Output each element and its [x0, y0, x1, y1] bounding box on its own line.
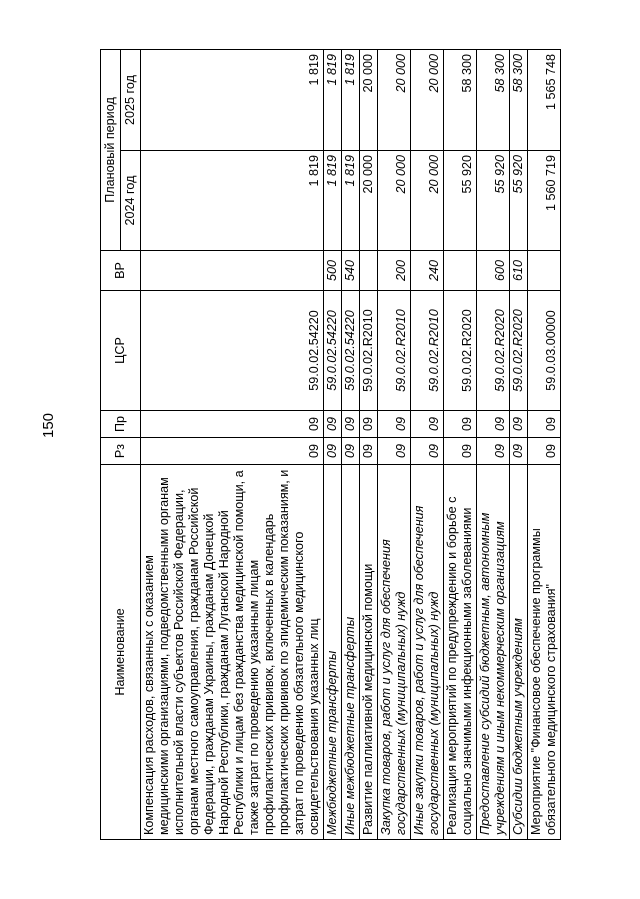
row-csr: 59.0.02.54220	[141, 291, 324, 411]
table-row	[528, 49, 561, 839]
row-vr: 500	[324, 251, 342, 291]
row-pr: 09	[141, 411, 324, 438]
row-2024: 20 000	[411, 151, 444, 251]
row-vr	[528, 251, 561, 291]
col-header-2024: 2024 год	[121, 151, 141, 251]
row-vr: 240	[411, 251, 444, 291]
row-2025: 20 000	[411, 49, 444, 150]
row-2024: 1 560 719	[528, 151, 561, 251]
row-2025: 1 819	[141, 49, 324, 150]
row-2025: 20 000	[360, 49, 378, 150]
row-rz: 09	[378, 438, 411, 465]
row-2025: 58 300	[477, 49, 510, 150]
row-csr: 59.0.02.54220	[324, 291, 342, 411]
row-rz: 09	[141, 438, 324, 465]
row-csr: 59.0.02.R2010	[411, 291, 444, 411]
row-2025: 1 819	[342, 49, 360, 150]
row-name: Компенсация расходов, связанных с оказанием медицинскими организациями, подведомственными органам исполнительной власти субъектов Российской Федерации, органам местного самоуправления, гражданам Российской Федерации, гражданам Украины, гражданам Донецкой Народной Республики, гражданам Луганской Народной Республики и лицам без гражданства медицинской помощи, а также затрат по проведению указанным лицам профилактических прививок, включенных в календарь профилактических прививок по эпидемическим показаниям, и затрат по проведению обязательного медицинского освидетельствования указанных лиц	[141, 465, 324, 840]
row-rz: 09	[360, 438, 378, 465]
row-2024: 20 000	[378, 151, 411, 251]
row-name: Иные межбюджетные трансферты	[342, 465, 360, 840]
row-2025: 58 300	[510, 49, 528, 150]
table-row	[411, 49, 444, 839]
row-name: Развитие паллиативной медицинской помощи	[360, 465, 378, 840]
row-2025: 20 000	[378, 49, 411, 150]
row-vr	[360, 251, 378, 291]
row-pr: 09	[444, 411, 477, 438]
row-name: Субсидии бюджетным учреждениям	[510, 465, 528, 840]
row-2024: 55 920	[444, 151, 477, 251]
col-header-plan-period: Плановый период	[101, 49, 121, 250]
row-vr: 540	[342, 251, 360, 291]
col-header-rz: Рз	[101, 438, 141, 465]
row-pr: 09	[477, 411, 510, 438]
row-pr: 09	[411, 411, 444, 438]
row-name: Предоставление субсидий бюджетным, автономным учреждениям и иным некоммерческим организациям	[477, 465, 510, 840]
table-row	[510, 49, 528, 839]
row-pr: 09	[360, 411, 378, 438]
row-csr: 59.0.02.R2020	[510, 291, 528, 411]
row-pr: 09	[510, 411, 528, 438]
row-rz: 09	[444, 438, 477, 465]
row-pr: 09	[378, 411, 411, 438]
row-2024: 55 920	[510, 151, 528, 251]
row-csr: 59.0.02.54220	[342, 291, 360, 411]
row-2024: 1 819	[342, 151, 360, 251]
row-pr: 09	[342, 411, 360, 438]
row-2025: 58 300	[444, 49, 477, 150]
table-row	[477, 49, 510, 839]
table-row	[444, 49, 477, 839]
budget-table	[100, 49, 561, 840]
row-2025: 1 819	[324, 49, 342, 150]
col-header-2025: 2025 год	[121, 49, 141, 150]
table-row	[342, 49, 360, 839]
col-header-pr: Пр	[101, 411, 141, 438]
row-2025: 1 565 748	[528, 49, 561, 150]
row-csr: 59.0.02.R2010	[378, 291, 411, 411]
row-name: Межбюджетные трансферты	[324, 465, 342, 840]
header-row	[101, 49, 121, 839]
row-csr: 59.0.02.R2010	[360, 291, 378, 411]
table-row	[141, 49, 324, 839]
row-rz: 09	[528, 438, 561, 465]
row-name: Мероприятие "Финансовое обеспечение программы обязательного медицинского страхования"	[528, 465, 561, 840]
row-2024: 1 819	[324, 151, 342, 251]
row-vr: 600	[477, 251, 510, 291]
table-row	[360, 49, 378, 839]
row-name: Реализация мероприятий по предупреждению и борьбе с социально значимыми инфекционными заболеваниями	[444, 465, 477, 840]
rotated-table-container	[100, 50, 558, 840]
row-rz: 09	[510, 438, 528, 465]
col-header-csr: ЦСР	[101, 291, 141, 411]
col-header-name: Наименование	[101, 465, 141, 840]
row-2024: 55 920	[477, 151, 510, 251]
row-vr	[141, 251, 324, 291]
table-row	[378, 49, 411, 839]
row-rz: 09	[324, 438, 342, 465]
row-pr: 09	[324, 411, 342, 438]
row-csr: 59.0.03.00000	[528, 291, 561, 411]
row-rz: 09	[477, 438, 510, 465]
row-csr: 59.0.02.R2020	[444, 291, 477, 411]
row-csr: 59.0.02.R2020	[477, 291, 510, 411]
row-rz: 09	[342, 438, 360, 465]
page-number: 150	[40, 412, 57, 438]
row-2024: 1 819	[141, 151, 324, 251]
row-pr: 09	[528, 411, 561, 438]
row-vr	[444, 251, 477, 291]
row-name: Закупка товаров, работ и услуг для обеспечения государственных (муниципальных) нужд	[378, 465, 411, 840]
row-rz: 09	[411, 438, 444, 465]
col-header-vr: ВР	[101, 251, 141, 291]
row-vr: 200	[378, 251, 411, 291]
row-name: Иные закупки товаров, работ и услуг для обеспечения государственных (муниципальных) нужд	[411, 465, 444, 840]
table-row	[324, 49, 342, 839]
row-2024: 20 000	[360, 151, 378, 251]
row-vr: 610	[510, 251, 528, 291]
